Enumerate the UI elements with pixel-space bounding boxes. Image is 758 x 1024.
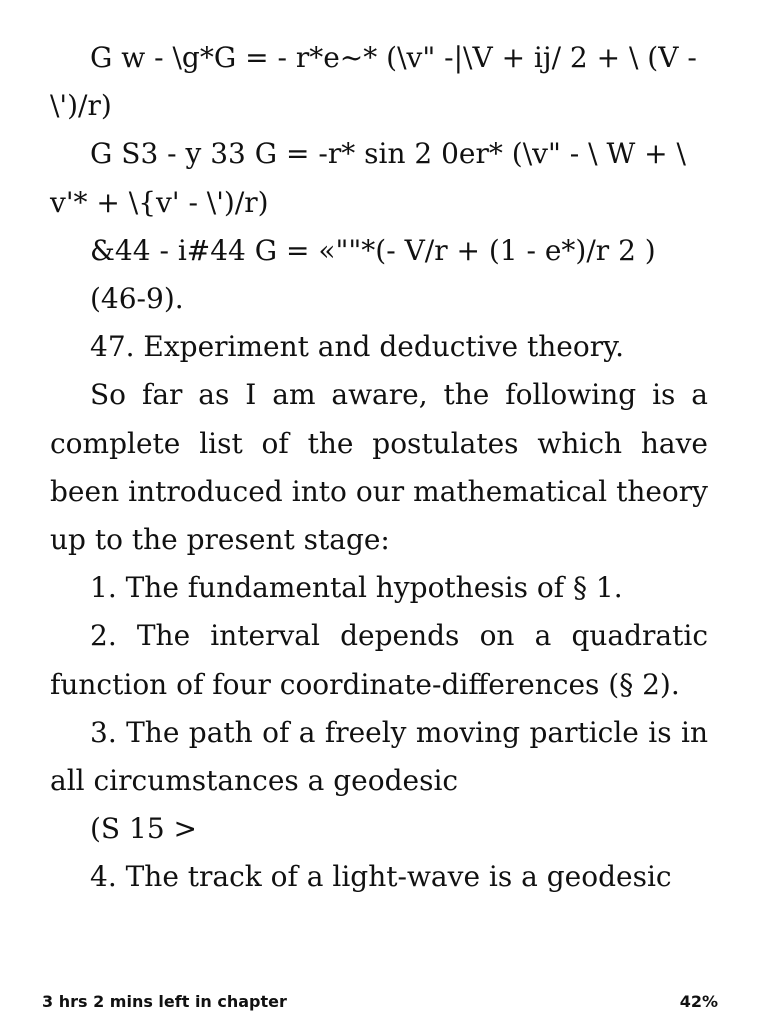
time-left-in-chapter: 3 hrs 2 mins left in chapter	[42, 992, 287, 1011]
reading-progress: 42%	[679, 992, 718, 1011]
reading-status-bar	[42, 992, 718, 1016]
list-item-4: 4. The track of a light-wave is a geodesic	[90, 860, 672, 894]
equation-line-3: &44 - i#44 G = «""*(- V/r + (1 - e*)/r 2 )	[90, 233, 656, 267]
list-item-2: 2. The interval depends on a quadratic function of four coordinate-differences (§ 2).	[50, 619, 708, 701]
list-item-1: 1. The fundamental hypothesis of § 1.	[90, 571, 623, 605]
section-heading: 47. Experiment and deductive theory.	[90, 330, 625, 364]
reader-page[interactable]	[50, 34, 708, 902]
list-item-3: 3. The path of a freely moving particle is in all circumstances a geodesic	[50, 715, 708, 798]
equation-number: (46-9).	[90, 282, 184, 316]
body-paragraph: So far as I am aware, the following is a complete list of the postulates which have been introduced into our mathematical theory up to the present stage:	[50, 378, 708, 557]
section-reference: (S 15 >	[90, 812, 197, 846]
equation-line-2: G S3 - y 33 G = -r* sin 2 0er* (\v" - \ W + \ v'* + \{v' - \')/r)	[50, 137, 686, 219]
equation-line-1: G w - \g*G = - r*e~* (\v" -|\V + ij/ 2 + \ (V - \')/r)	[50, 41, 697, 123]
